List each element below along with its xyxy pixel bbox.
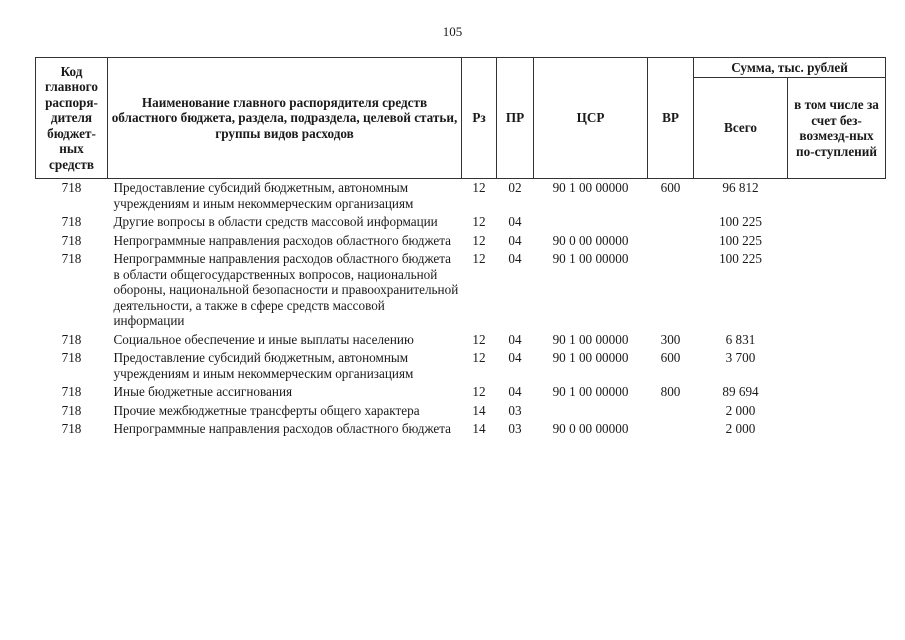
row-rz: 12 [472, 384, 486, 399]
row-total: 2 000 [725, 402, 756, 418]
row-gratuitous [788, 214, 886, 233]
row-pr: 03 [508, 402, 522, 418]
row-vr [648, 421, 694, 440]
page-number: 105 [442, 24, 463, 39]
row-gratuitous [788, 332, 886, 351]
table-row [36, 421, 886, 440]
row-code: 718 [61, 350, 82, 365]
header-gratuitous: в том числе за счет без-возмезд-ных по-ступлений [788, 78, 886, 179]
row-rz: 12 [472, 350, 486, 365]
row-csr [534, 214, 648, 233]
table-row [36, 214, 886, 233]
row-vr [648, 251, 694, 332]
row-total: 2 000 [725, 421, 756, 436]
row-csr: 90 1 00 00000 [552, 180, 629, 195]
table-row [36, 350, 886, 384]
row-vr: 600 [660, 180, 681, 195]
row-code: 718 [61, 331, 82, 347]
row-name: Непрограммные направления расходов областного бюджета [113, 232, 452, 248]
row-code: 718 [61, 180, 82, 195]
row-total: 100 225 [719, 232, 762, 248]
row-rz: 12 [472, 232, 486, 248]
row-code: 718 [61, 232, 82, 248]
row-csr [534, 403, 648, 422]
header-sum: Сумма, тыс. рублей [694, 58, 886, 78]
row-csr: 90 0 00 00000 [552, 421, 629, 436]
row-gratuitous [788, 233, 886, 252]
row-gratuitous [788, 179, 886, 215]
header-vr: ВР [648, 58, 694, 179]
row-code: 718 [61, 421, 82, 436]
row-csr: 90 1 00 00000 [552, 384, 629, 399]
row-vr: 800 [660, 384, 681, 399]
row-pr: 03 [508, 421, 522, 436]
table-row [36, 179, 886, 215]
row-vr: 300 [660, 331, 681, 347]
row-gratuitous [788, 403, 886, 422]
table-row [36, 251, 886, 332]
row-csr: 90 1 00 00000 [552, 350, 629, 365]
table-row [36, 332, 886, 351]
row-gratuitous [788, 421, 886, 440]
budget-table [35, 57, 886, 440]
header-total: Всего [694, 78, 788, 179]
row-code: 718 [61, 402, 82, 418]
row-name: Социальное обеспечение и иные выплаты населению [113, 331, 414, 347]
row-total: 3 700 [725, 350, 756, 365]
row-pr: 04 [508, 214, 522, 229]
table-row [36, 403, 886, 422]
row-rz: 12 [472, 331, 486, 347]
header-pr: ПР [497, 58, 534, 179]
row-name: Предоставление субсидий бюджетным, автономным учреждениям и иным некоммерческим организациям [113, 350, 414, 381]
row-rz: 12 [472, 214, 486, 229]
row-vr: 600 [660, 350, 681, 365]
table-body [36, 179, 886, 440]
row-code: 718 [61, 214, 82, 229]
row-name: Непрограммные направления расходов областного бюджета в области общегосударственных вопросов, национальной обороны, национальной безопасности и правоохранительной деятельности, а также в сфере средств массовой информации [113, 251, 459, 328]
row-vr [648, 403, 694, 422]
row-csr: 90 1 00 00000 [552, 331, 629, 347]
row-name: Прочие межбюджетные трансферты общего характера [113, 402, 420, 418]
row-pr: 04 [508, 251, 522, 266]
header-code: Код главного распоря-дителя бюджет-ных средств [36, 58, 108, 179]
table-row [36, 384, 886, 403]
row-total: 96 812 [722, 180, 759, 195]
row-gratuitous [788, 350, 886, 384]
table-row [36, 233, 886, 252]
row-rz: 14 [472, 421, 486, 436]
row-code: 718 [61, 251, 82, 266]
row-total: 100 225 [719, 214, 762, 229]
row-csr: 90 1 00 00000 [552, 251, 629, 266]
row-rz: 12 [472, 180, 486, 195]
row-vr [648, 233, 694, 252]
row-pr: 04 [508, 331, 522, 347]
row-total: 100 225 [719, 251, 762, 266]
header-name: Наименование главного распорядителя средств областного бюджета, раздела, подраздела, целевой статьи, группы видов расходов [108, 58, 462, 179]
row-gratuitous [788, 251, 886, 332]
row-rz: 14 [472, 402, 486, 418]
row-name: Предоставление субсидий бюджетным, автономным учреждениям и иным некоммерческим организациям [113, 180, 414, 211]
row-csr: 90 0 00 00000 [552, 232, 629, 248]
row-vr [648, 214, 694, 233]
row-pr: 04 [508, 232, 522, 248]
header-csr: ЦСР [534, 58, 648, 179]
row-name: Иные бюджетные ассигнования [113, 384, 293, 399]
row-name: Непрограммные направления расходов областного бюджета [113, 421, 452, 436]
row-gratuitous [788, 384, 886, 403]
row-pr: 04 [508, 384, 522, 399]
row-pr: 04 [508, 350, 522, 365]
row-code: 718 [61, 384, 82, 399]
row-name: Другие вопросы в области средств массовой информации [113, 214, 438, 229]
row-total: 89 694 [722, 384, 759, 399]
header-rz: Рз [462, 58, 497, 179]
row-pr: 02 [508, 180, 522, 195]
row-total: 6 831 [725, 331, 756, 347]
row-rz: 12 [472, 251, 486, 266]
